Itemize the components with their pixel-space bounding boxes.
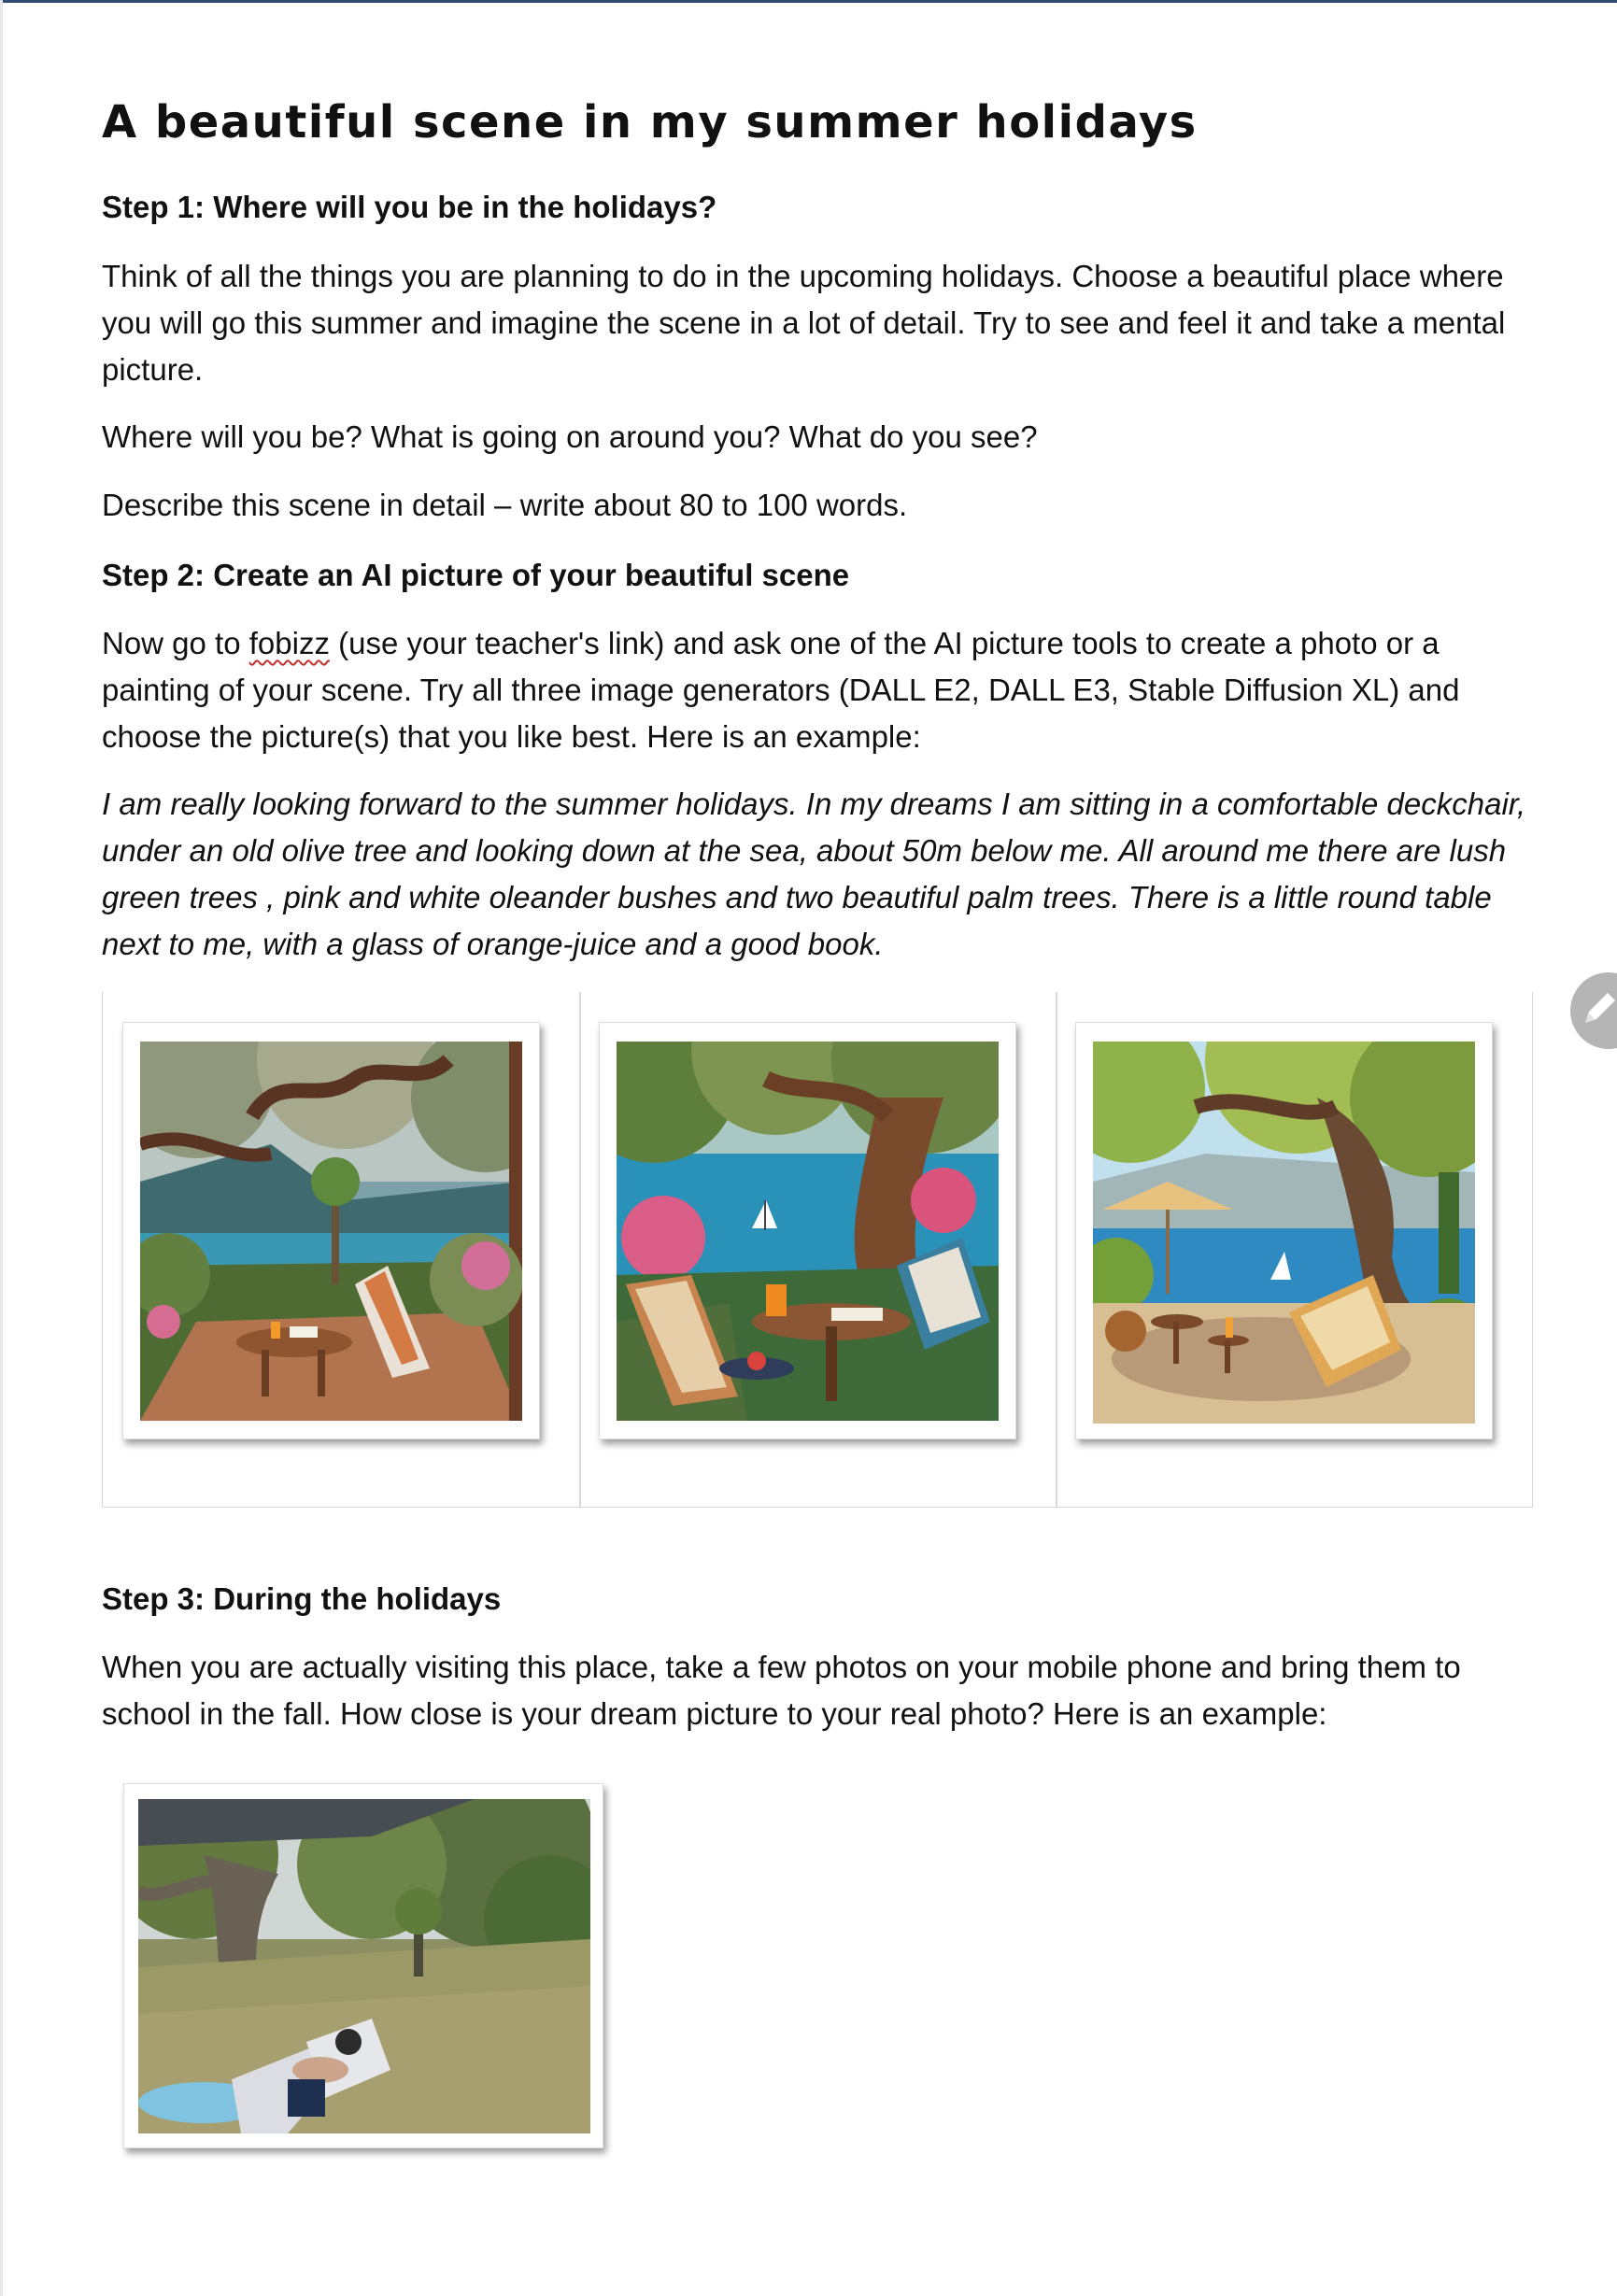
real-photo-art [138, 1799, 590, 2133]
step2-text-before: Now go to [102, 626, 249, 660]
step2-text-after: (use your teacher's link) and ask one of the AI picture tools to create a photo or a painting of your scene. Try all three image generators (DALL E2, DALL E3, Stable Diffusion XL) and choose the picture(s) that you like best. Here is an example: [102, 626, 1460, 754]
document-title: A beautiful scene in my summer holidays [102, 96, 1198, 149]
table-divider [579, 992, 581, 1508]
page-edge [0, 0, 3, 2296]
example-description: I am really looking forward to the summer holidays. In my dreams I am sitting in a comfortable deckchair, under an old olive tree and looking down at the sea, about 50m below me. All around me there are lush green trees , pink and white oleander bushes and two beautiful palm trees. There is a little round table next to me, with a glass of orange-juice and a good book. [102, 787, 1526, 961]
ai-image-table [102, 992, 1533, 1508]
table-divider [1056, 992, 1057, 1508]
ai-image-2-art [617, 1042, 999, 1421]
step2-heading: Step 2: Create an AI picture of your beautiful scene [102, 558, 850, 592]
step3-paragraph: When you are actually visiting this place, take a few photos on your mobile phone and bring them to school in the fall. How close is your dream picture to your real photo? Here is an example: [102, 1650, 1461, 1731]
top-border [0, 0, 1617, 3]
ai-image-3-art [1093, 1042, 1475, 1424]
ai-image-dalle3[interactable] [599, 1022, 1016, 1439]
ai-image-1-art [140, 1042, 522, 1421]
step1-paragraph-2: Where will you be? What is going on around you? What do you see? [102, 419, 1038, 454]
edit-button[interactable] [1570, 972, 1617, 1049]
step1-paragraph-3: Describe this scene in detail – write about 80 to 100 words. [102, 488, 908, 522]
pencil-icon [1580, 987, 1617, 1028]
fobizz-link[interactable]: fobizz [248, 626, 330, 660]
ai-image-dalle2[interactable] [122, 1022, 540, 1439]
step1-heading: Step 1: Where will you be in the holidays? [102, 190, 717, 224]
step3-heading: Step 3: During the holidays [102, 1581, 502, 1616]
ai-image-sdxl[interactable] [1075, 1022, 1493, 1439]
step2-paragraph [102, 620, 1536, 760]
real-photo-garden[interactable] [123, 1783, 603, 2148]
step1-paragraph-1: Think of all the things you are planning to do in the upcoming holidays. Choose a beautiful place where you will go this summer and imagine the scene in a lot of detail. Try to see and feel it and take a mental picture. [102, 259, 1506, 387]
